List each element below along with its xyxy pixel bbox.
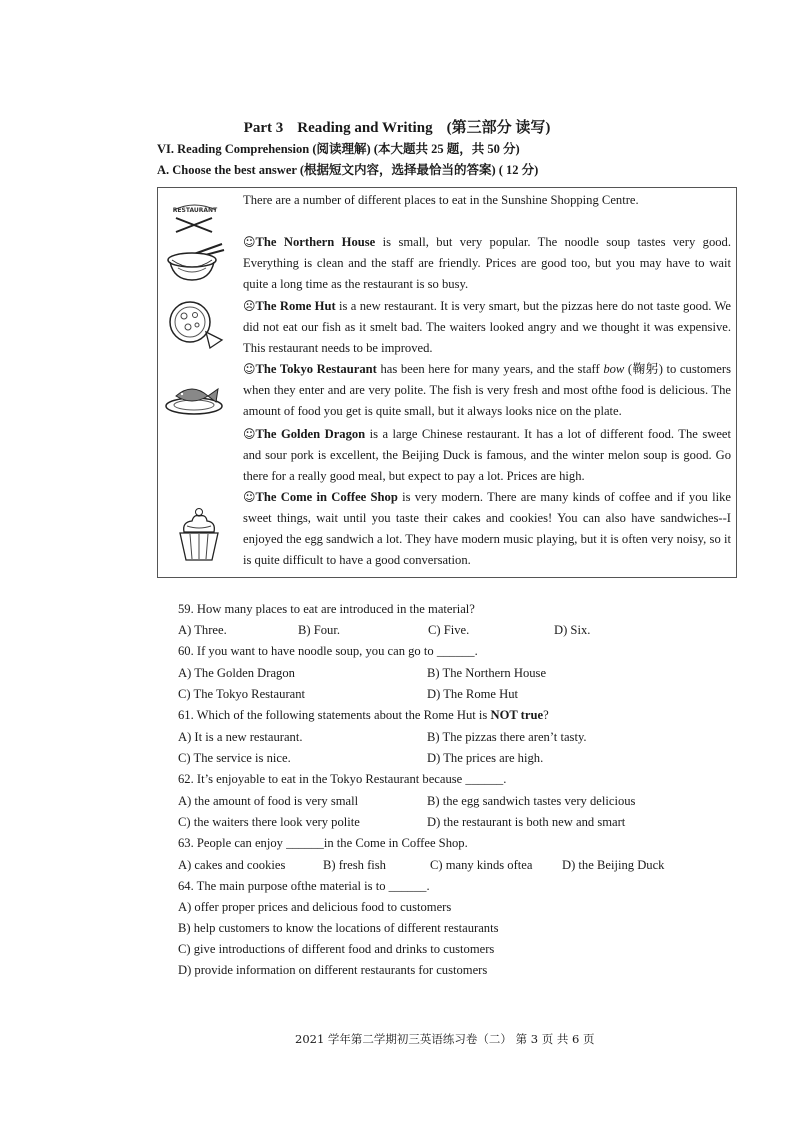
northern-house-name: The Northern House xyxy=(255,235,376,249)
restaurant-sign-icon xyxy=(164,196,224,236)
rome-hut-text: is a new restaurant. It is very smart, but the pizzas here do not taste good. We did not eat our fish as it smelt bad. The waiters looked angry and we thought it was expensive. This restaurant needs to be improved. xyxy=(243,299,731,355)
question-59-option-a[interactable]: A) Three. xyxy=(178,623,227,637)
question-63-option-c[interactable]: C) many kinds oftea xyxy=(430,858,533,872)
northern-house-text: is small, but very popular. The noodle soup tastes very good. Everything is clean and the staff are friendly. Prices are good too, but you may have to wait quite a long time as the restaurant is so busy. xyxy=(243,235,731,291)
question-64-stem: 64. The main purpose ofthe material is to ______. xyxy=(178,879,430,893)
question-62-stem: 62. It’s enjoyable to eat in the Tokyo Restaurant because ______. xyxy=(178,772,507,786)
paragraph-golden-dragon xyxy=(243,424,731,487)
bow-word: bow xyxy=(603,362,625,376)
question-60-stem: 60. If you want to have noodle soup, you can go to ______. xyxy=(178,644,478,658)
noodle-bowl-icon xyxy=(164,240,226,284)
smile-icon: ☺ xyxy=(243,235,256,249)
tokyo-text-a: has been here for many years, and the staff xyxy=(376,362,604,376)
question-61-option-a[interactable]: A) It is a new restaurant. xyxy=(178,730,303,744)
question-59-stem: 59. How many places to eat are introduced in the material? xyxy=(178,602,475,616)
paragraph-tokyo-restaurant xyxy=(243,359,731,422)
tokyo-restaurant-name: The Tokyo Restaurant xyxy=(255,362,377,376)
question-60-option-c[interactable]: C) The Tokyo Restaurant xyxy=(178,687,306,701)
question-61-stem-b: ? xyxy=(543,708,549,722)
tokyo-text-b: to customers when they enter and are very polite. The fish is very fresh and most ofthe food is delicious. The amount of food you get is quite small, but it always looks nice on the plate. xyxy=(243,362,731,418)
page-footer: 2021 学年第二学期初三英语练习卷（二） 第 3 页 共 6 页 xyxy=(295,1032,595,1046)
question-62-option-a[interactable]: A) the amount of food is very small xyxy=(178,794,359,808)
paragraph-rome-hut xyxy=(243,296,731,359)
question-64-option-c[interactable]: C) give introductions of different food and drinks to customers xyxy=(178,942,495,956)
golden-dragon-name: The Golden Dragon xyxy=(255,427,366,441)
smile-icon: ☺ xyxy=(243,427,256,441)
question-61-option-d[interactable]: D) The prices are high. xyxy=(427,751,544,765)
question-61-stem-a: 61. Which of the following statements about the Rome Hut is xyxy=(178,708,491,722)
passage-intro: There are a number of different places to eat in the Sunshine Shopping Centre. xyxy=(243,193,639,207)
question-64-option-d[interactable]: D) provide information on different restaurants for customers xyxy=(178,963,488,977)
question-59-option-b[interactable]: B) Four. xyxy=(298,623,340,637)
part-title xyxy=(0,116,794,137)
question-59-option-d[interactable]: D) Six. xyxy=(554,623,591,637)
question-63-stem: 63. People can enjoy ______in the Come in Coffee Shop. xyxy=(178,836,468,850)
pizza-icon xyxy=(164,296,226,352)
question-64-option-a[interactable]: A) offer proper prices and delicious food to customers xyxy=(178,900,452,914)
bow-cn: (鞠躬) xyxy=(624,362,667,376)
question-60-option-d[interactable]: D) The Rome Hut xyxy=(427,687,519,701)
sad-icon: ☹ xyxy=(243,299,256,313)
section-a-heading: A. Choose the best answer (根据短文内容，选择最恰当的答案) ( 12 分) xyxy=(157,163,539,177)
paragraph-coffee-shop xyxy=(243,487,731,571)
question-63-option-a[interactable]: A) cakes and cookies xyxy=(178,858,286,872)
question-61-stem xyxy=(178,708,549,723)
restaurant-sign-text: RESTAURANT xyxy=(172,207,218,214)
part-label: Part 3 xyxy=(243,120,284,136)
cupcake-icon xyxy=(176,506,222,564)
question-64-option-b[interactable]: B) help customers to know the locations of different restaurants xyxy=(178,921,499,935)
question-63-option-b[interactable]: B) fresh fish xyxy=(323,858,386,872)
golden-dragon-text: is a large Chinese restaurant. It has a lot of different food. The sweet and sour pork is excellent, the Beijing Duck is famous, and the winter melon soup is good. Go there for a really good meal, but expect to pay a lot. Prices are high. xyxy=(243,427,732,483)
smile-icon: ☺ xyxy=(243,490,256,504)
question-62-option-d[interactable]: D) the restaurant is both new and smart xyxy=(427,815,626,829)
part-name: Reading and Writing xyxy=(297,120,433,136)
question-62-option-b[interactable]: B) the egg sandwich tastes very delicious xyxy=(427,794,636,808)
question-62-option-c[interactable]: C) the waiters there look very polite xyxy=(178,815,360,829)
question-59-option-c[interactable]: C) Five. xyxy=(428,623,470,637)
paragraph-northern-house xyxy=(243,232,731,295)
question-60-option-b[interactable]: B) The Northern House xyxy=(427,666,547,680)
coffee-shop-name: The Come in Coffee Shop xyxy=(255,490,398,504)
question-61-option-c[interactable]: C) The service is nice. xyxy=(178,751,291,765)
part-cn: (第三部分 读写) xyxy=(446,120,551,136)
question-61-option-b[interactable]: B) The pizzas there aren’t tasty. xyxy=(427,730,587,744)
smile-icon: ☺ xyxy=(243,362,256,376)
question-60-option-a[interactable]: A) The Golden Dragon xyxy=(178,666,295,680)
question-61-stem-bold: NOT true xyxy=(490,708,544,722)
coffee-shop-text: is very modern. There are many kinds of coffee and if you like sweet things, wait until you taste their cakes and cookies! You can also have sandwiches--I enjoyed the egg sandwich a lot. They have modern music playing, but it is often very noisy, so it is quite difficult to have a good conversation. xyxy=(243,490,731,567)
rome-hut-name: The Rome Hut xyxy=(255,299,336,313)
section-vi-heading: VI. Reading Comprehension (阅读理解) (本大题共 25 题，共 50 分) xyxy=(157,142,520,156)
question-63-option-d[interactable]: D) the Beijing Duck xyxy=(562,858,665,872)
passage-box xyxy=(157,187,737,578)
fish-dish-icon xyxy=(164,374,226,418)
